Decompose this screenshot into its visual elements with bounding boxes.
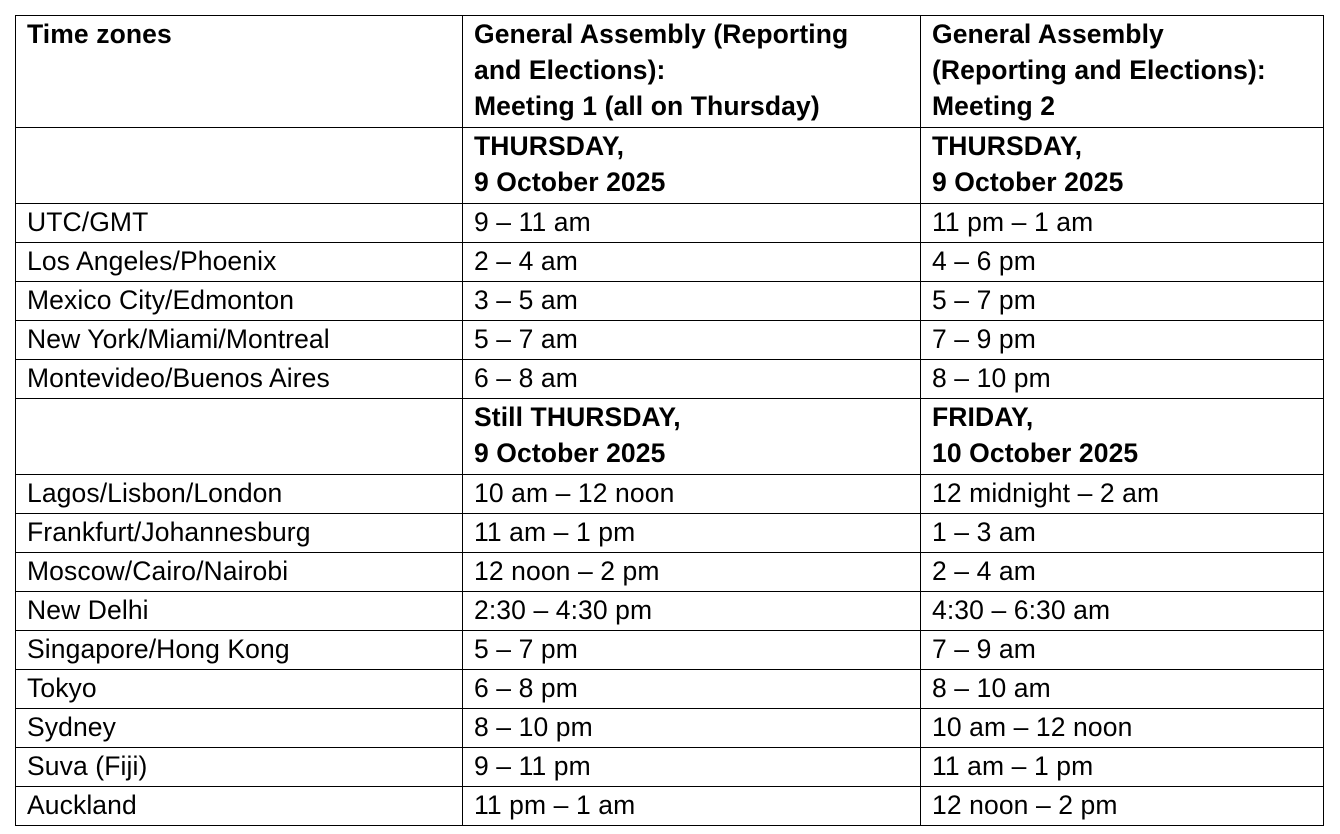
header-meeting-2-line-3: Meeting 2 [932,91,1056,121]
header-meeting-1-line-2: and Elections): [474,55,666,85]
day-row-empty-cell [16,128,463,204]
day-meeting-1-weekday: THURSDAY, [474,131,625,161]
header-meeting-1 [463,16,921,128]
table-row [16,282,1324,321]
time-zone-cell: Montevideo/Buenos Aires [16,360,463,399]
time-zone-cell: Moscow/Cairo/Nairobi [16,553,463,592]
time-zone-cell: Singapore/Hong Kong [16,631,463,670]
table-row [16,592,1324,631]
time-zone-cell: Frankfurt/Johannesburg [16,514,463,553]
meeting-1-time-cell: 6 – 8 am [463,360,921,399]
meeting-1-time-cell: 9 – 11 pm [463,748,921,787]
time-zone-cell: Tokyo [16,670,463,709]
meeting-1-time-cell: 10 am – 12 noon [463,475,921,514]
time-zone-cell: Mexico City/Edmonton [16,282,463,321]
header-meeting-1-line-3: Meeting 1 (all on Thursday) [474,91,820,121]
meeting-2-time-cell: 12 midnight – 2 am [921,475,1324,514]
meeting-2-time-cell: 4 – 6 pm [921,243,1324,282]
day2-meeting-2 [921,399,1324,475]
time-zone-cell: New Delhi [16,592,463,631]
table-row [16,631,1324,670]
meeting-1-time-cell: 11 am – 1 pm [463,514,921,553]
day2-meeting-1-date: 9 October 2025 [474,438,666,468]
meeting-1-time-cell: 2:30 – 4:30 pm [463,592,921,631]
group-2-rows [16,475,1324,826]
header-meeting-2-line-1: General Assembly [932,19,1164,49]
table-row [16,787,1324,826]
meeting-1-time-cell: 11 pm – 1 am [463,787,921,826]
day-row-empty-cell [16,399,463,475]
time-zone-cell: Suva (Fiji) [16,748,463,787]
time-zone-cell: Lagos/Lisbon/London [16,475,463,514]
meeting-2-time-cell: 7 – 9 pm [921,321,1324,360]
day2-meeting-2-date: 10 October 2025 [932,438,1139,468]
header-meeting-2-line-2: (Reporting and Elections): [932,55,1266,85]
day-meeting-1-date: 9 October 2025 [474,167,666,197]
meeting-1-time-cell: 2 – 4 am [463,243,921,282]
time-zone-cell: Auckland [16,787,463,826]
day-meeting-2 [921,128,1324,204]
table-row [16,670,1324,709]
meeting-2-time-cell: 11 am – 1 pm [921,748,1324,787]
time-zone-cell: Los Angeles/Phoenix [16,243,463,282]
table-row [16,475,1324,514]
time-zones-table [15,15,1324,826]
day-meeting-2-date: 9 October 2025 [932,167,1124,197]
meeting-2-time-cell: 4:30 – 6:30 am [921,592,1324,631]
day2-meeting-1-weekday: Still THURSDAY, [474,402,681,432]
table-row [16,360,1324,399]
day2-meeting-2-weekday: FRIDAY, [932,402,1034,432]
meeting-2-time-cell: 12 noon – 2 pm [921,787,1324,826]
meeting-1-time-cell: 12 noon – 2 pm [463,553,921,592]
meeting-2-time-cell: 11 pm – 1 am [921,204,1324,243]
meeting-2-time-cell: 8 – 10 am [921,670,1324,709]
group-1-rows [16,204,1324,399]
day-meeting-1 [463,128,921,204]
table-row [16,748,1324,787]
meeting-1-time-cell: 8 – 10 pm [463,709,921,748]
table-row [16,514,1324,553]
meeting-2-time-cell: 10 am – 12 noon [921,709,1324,748]
meeting-2-time-cell: 7 – 9 am [921,631,1324,670]
time-zone-cell: Sydney [16,709,463,748]
header-meeting-2 [921,16,1324,128]
meeting-2-time-cell: 8 – 10 pm [921,360,1324,399]
meeting-2-time-cell: 2 – 4 am [921,553,1324,592]
table-row [16,321,1324,360]
header-time-zones [16,16,463,128]
day2-meeting-1 [463,399,921,475]
day-meeting-2-weekday: THURSDAY, [932,131,1083,161]
day-row-friday [16,399,1324,475]
meeting-1-time-cell: 3 – 5 am [463,282,921,321]
table-row [16,553,1324,592]
table-row [16,204,1324,243]
meeting-2-time-cell: 5 – 7 pm [921,282,1324,321]
time-zone-cell: New York/Miami/Montreal [16,321,463,360]
meeting-2-time-cell: 1 – 3 am [921,514,1324,553]
day-row-thursday [16,128,1324,204]
table-row [16,709,1324,748]
meeting-1-time-cell: 5 – 7 pm [463,631,921,670]
table-row [16,243,1324,282]
meeting-1-time-cell: 9 – 11 am [463,204,921,243]
meeting-1-time-cell: 6 – 8 pm [463,670,921,709]
time-zone-cell: UTC/GMT [16,204,463,243]
header-time-zones-label: Time zones [27,19,172,49]
header-meeting-1-line-1: General Assembly (Reporting [474,19,849,49]
table-header-row [16,16,1324,128]
meeting-1-time-cell: 5 – 7 am [463,321,921,360]
